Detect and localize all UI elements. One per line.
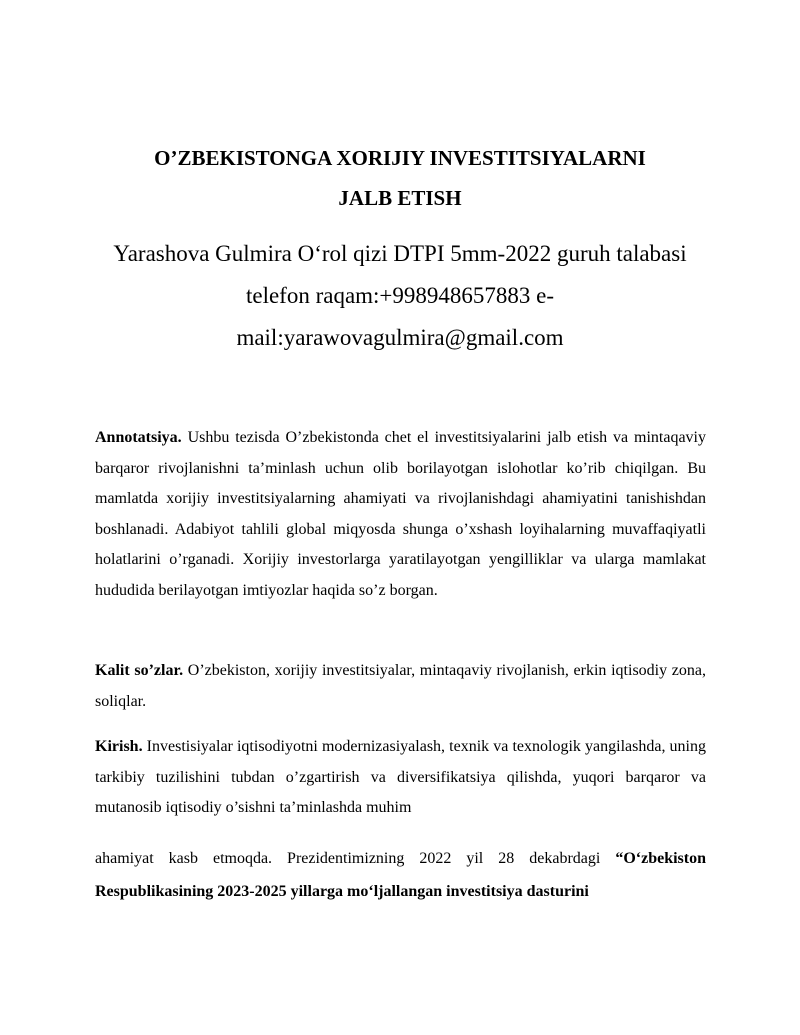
introduction-paragraph-continued — [95, 843, 706, 908]
introduction-label: Kirish. — [95, 738, 143, 755]
keywords-label: Kalit so’zlar. — [95, 662, 184, 679]
program-decree-quote: “O‘zbekiston Respublikasining 2023-2025 yillarga mo‘ljallangan investitsiya dasturini — [95, 850, 706, 900]
author-line-phone: telefon raqam:+998948657883 e- — [245, 283, 555, 308]
document-title-line-1: O’ZBEKISTONGA XORIJIY INVESTITSIYALARNI — [154, 146, 646, 170]
introduction-text-continued: ahamiyat kasb etmoqda. Prezidentimizning 2022 yil 28 dekabrdagi — [95, 850, 616, 867]
keywords-text: O’zbekiston, xorijiy investitsiyalar, mintaqaviy rivojlanish, erkin iqtisodiy zona, soliqlar. — [95, 662, 706, 710]
author-info — [40, 233, 760, 359]
introduction-paragraph — [95, 732, 706, 824]
document-title-line-2: JALB ETISH — [338, 186, 462, 210]
author-line-name: Yarashova Gulmira O‘rol qizi DTPI 5mm-2022 guruh talabasi — [113, 241, 687, 266]
introduction-text: Investisiyalar iqtisodiyotni modernizasiyalash, texnik va texnologik yangilashda, uning tarkibiy tuzilishini tubdan o’zgartirish va diversifikatsiya qilishda, yuqori barqaror va mutanosib iqtisodiy o’sishni ta’minlashda muhim — [95, 738, 706, 817]
annotation-label: Annotatsiya. — [95, 429, 182, 446]
annotation-paragraph — [95, 423, 706, 607]
annotation-text: Ushbu tezisda O’zbekistonda chet el investitsiyalarini jalb etish va mintaqaviy barqaror rivojlanishni ta’minlash uchun olib borilayotgan islohotlar ko’rib chiqilgan. Bu mamlatda xorijiy investitsiyalarning ahamiyati va rivojlanishdagi ahamiyatini tanishishdan boshlanadi. Adabiyot tahlili global miqyosda shunga o’xshash loyihalarning muvaffaqiyatli holatlarini o’rganadi. Xorijiy investorlarga yaratilayotgan yengilliklar va ularga mamlakat hududida berilayotgan imtiyozlar haqida so’z borgan. — [95, 429, 707, 599]
keywords-paragraph — [95, 656, 706, 717]
author-line-email: mail:yarawovagulmira@gmail.com — [236, 325, 564, 350]
